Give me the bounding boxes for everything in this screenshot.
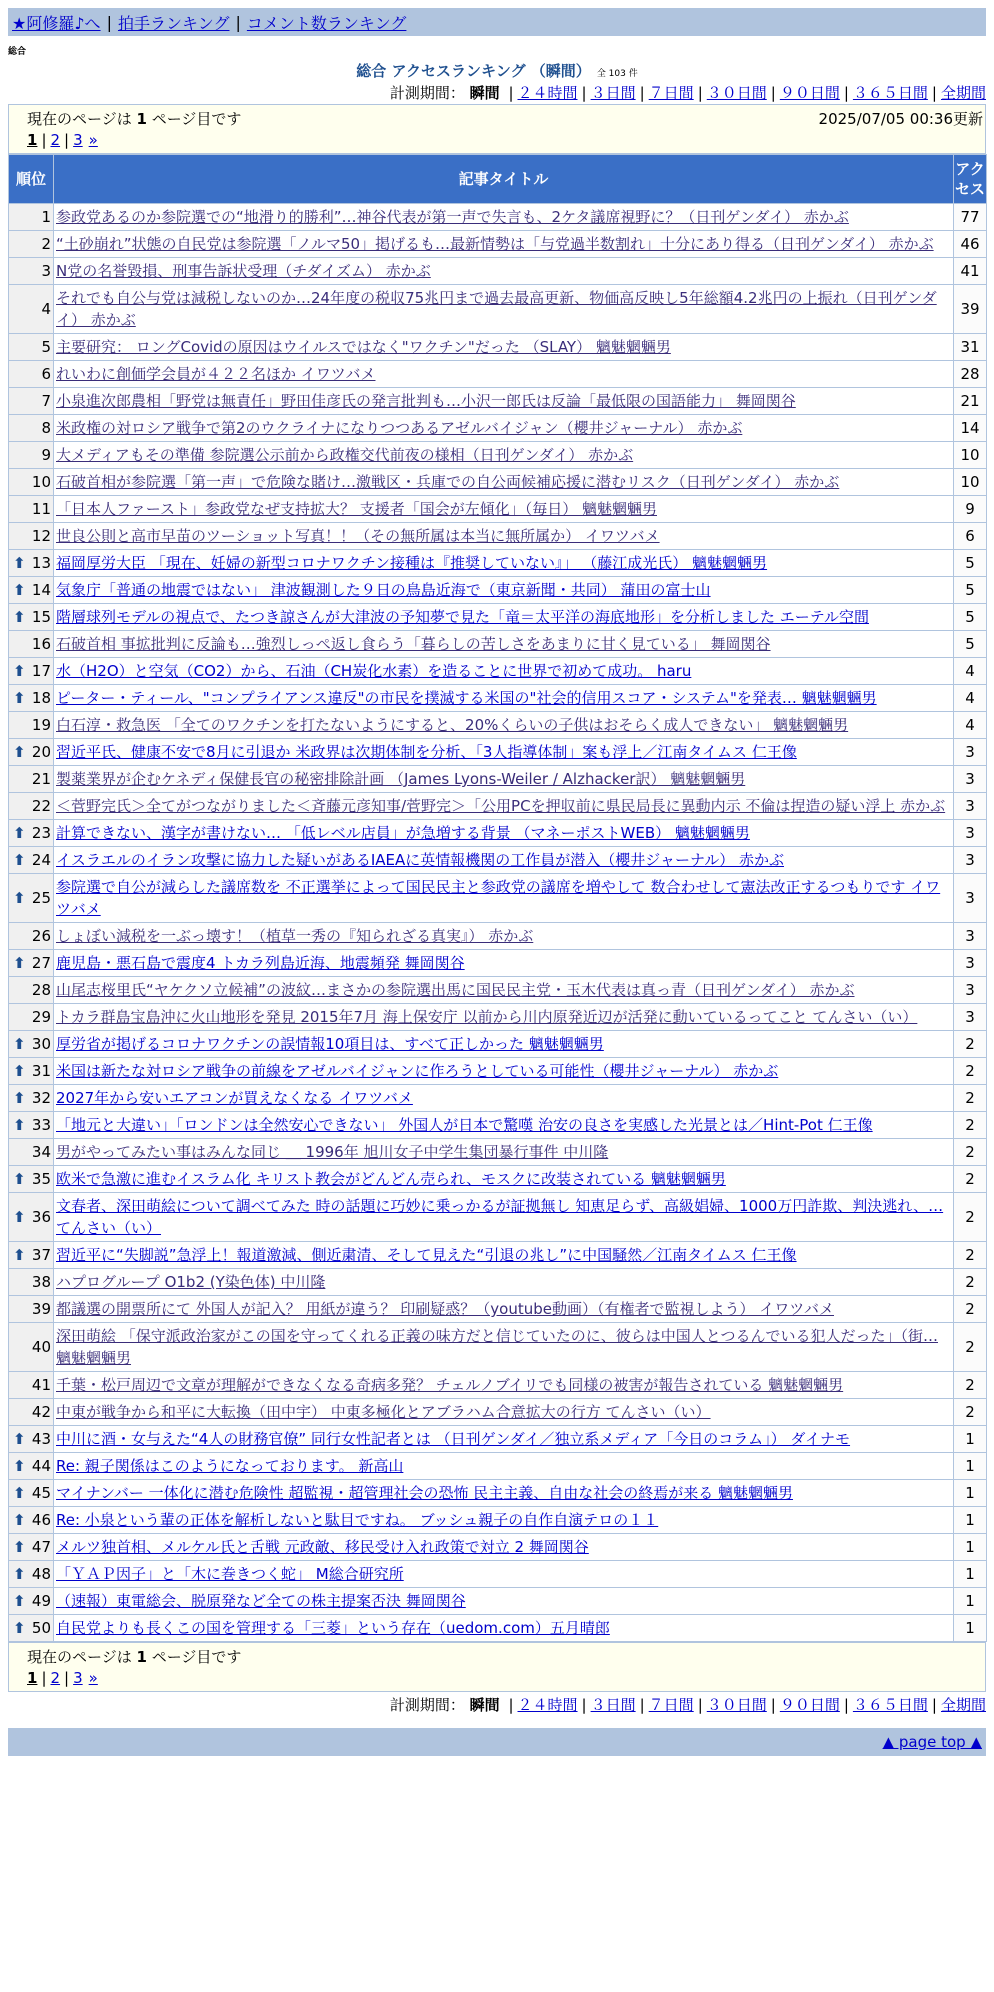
pager-next-link[interactable]: » — [88, 1669, 98, 1687]
rank-number: 50 — [31, 1619, 51, 1637]
rank-number: 3 — [41, 262, 51, 280]
rank-number: 26 — [31, 927, 51, 945]
rank-number: 2 — [41, 235, 51, 253]
page-info-box-bottom — [8, 1642, 986, 1692]
access-count: 5 — [954, 631, 987, 658]
table-row — [9, 712, 987, 739]
article-title-link[interactable]: 気象庁「普通の地震ではない」 津波観測した９日の鳥島近海で（東京新聞・共同） 蒲田の富士山 — [56, 581, 711, 599]
table-header-row — [9, 155, 987, 204]
ranking-table — [8, 154, 987, 1642]
pager-separator: | — [41, 1669, 47, 1687]
article-title-link[interactable]: トカラ群島宝島沖に火山地形を発見 2015年7月 海上保安庁 以前から川内原発近辺が活発に動いているってこと てんさい（い） — [56, 1008, 918, 1026]
table-row — [9, 496, 987, 523]
access-count: 2 — [954, 1058, 987, 1085]
table-row — [9, 820, 987, 847]
access-count: 2 — [954, 1323, 987, 1372]
rank-number: 49 — [31, 1592, 51, 1610]
article-title-link[interactable]: 参院選で自公が減らした議席数を 不正選挙によって国民民主と参政党の議席を増やして 数合わせして憲法改正するつもりです イワツバメ — [56, 878, 941, 918]
rank-number: 27 — [31, 954, 51, 972]
article-title-link[interactable]: 石破首相が参院選「第一声」で危険な賭け…激戦区・兵庫での自公両候補応援に潜むリスク（日刊ゲンダイ） 赤かぶ — [56, 473, 840, 491]
table-row — [9, 950, 987, 977]
period-label: 計測期間： — [389, 1696, 465, 1714]
up-arrow-icon: ⬆ — [13, 1430, 26, 1448]
article-title-link[interactable]: 製薬業界が企むケネディ保健長官の秘密排除計画 （James Lyons-Weiler / Alzhacker訳） 魑魅魍魎男 — [56, 770, 746, 788]
top-nav-bar — [8, 8, 986, 36]
access-count: 3 — [954, 977, 987, 1004]
access-count: 3 — [954, 739, 987, 766]
rank-number: 48 — [31, 1565, 51, 1583]
rank-number: 31 — [31, 1062, 51, 1080]
article-title-link[interactable]: イスラエルのイラン攻撃に協力した疑いがあるIAEAに英情報機関の工作員が潜入（櫻井ジャーナル） 赤かぶ — [56, 851, 784, 869]
access-count: 2 — [954, 1296, 987, 1323]
table-row — [9, 604, 987, 631]
access-count: 5 — [954, 577, 987, 604]
access-count: 4 — [954, 685, 987, 712]
pager-link[interactable]: 3 — [73, 1669, 83, 1687]
up-arrow-icon: ⬆ — [13, 1511, 26, 1529]
access-count: 1 — [954, 1534, 987, 1561]
article-title-link[interactable]: 「地元と大違い」「ロンドンは全然安心できない」 外国人が日本で驚嘆 治安の良さを実感した光景とは／Hint-Pot 仁王像 — [56, 1116, 873, 1134]
table-row — [9, 793, 987, 820]
table-row — [9, 1561, 987, 1588]
access-count: 4 — [954, 712, 987, 739]
up-arrow-icon: ⬆ — [13, 1062, 26, 1080]
header-access: アクセス — [954, 155, 987, 204]
period-selector-bottom — [8, 1694, 986, 1716]
access-count: 2 — [954, 1193, 987, 1242]
access-count: 1 — [954, 1615, 987, 1642]
article-title-link[interactable]: 男がやってみたい事はみんな同じ ＿ 1996年 旭川女子中学生集団暴行事件 中川隆 — [56, 1143, 609, 1161]
access-count: 1 — [954, 1507, 987, 1534]
page-info: 現在のページは 1 ページ目です — [27, 1647, 242, 1666]
table-row — [9, 1480, 987, 1507]
access-count: 41 — [954, 258, 987, 285]
period-link[interactable]: ３日間 — [590, 1696, 636, 1714]
page-top-link[interactable]: ▲ page top ▲ — [882, 1733, 982, 1751]
table-row — [9, 231, 987, 258]
nav-separator: | — [235, 12, 241, 32]
table-row — [9, 1453, 987, 1480]
access-count: 1 — [954, 1561, 987, 1588]
rank-number: 6 — [41, 365, 51, 383]
pager-top — [27, 129, 985, 151]
table-row — [9, 658, 987, 685]
article-title-link[interactable]: ピーター・ティール、"コンプライアンス違反"の市民を撲滅する米国の"社会的信用スコア・システム"を発表… 魑魅魍魎男 — [56, 689, 877, 707]
article-title-link[interactable]: 「ＹＡＰ因子」と「木に巻きつく蛇」 M総合研究所 — [56, 1565, 404, 1583]
table-row — [9, 631, 987, 658]
article-title-link[interactable]: （速報）東電総会、脱原発など全ての株主提案否決 舞岡関谷 — [56, 1592, 466, 1610]
access-count: 2 — [954, 1399, 987, 1426]
rank-number: 20 — [31, 743, 51, 761]
rank-number: 25 — [31, 889, 51, 907]
up-arrow-icon: ⬆ — [13, 554, 26, 572]
updated-time: 2025/07/05 00:36更新 — [818, 109, 983, 128]
rank-number: 18 — [31, 689, 51, 707]
article-title-link[interactable]: ハプログループ O1b2 (Y染色体) 中川隆 — [56, 1273, 326, 1291]
table-row — [9, 1534, 987, 1561]
table-row — [9, 1323, 987, 1372]
period-separator: | — [697, 84, 703, 102]
access-count: 2 — [954, 1139, 987, 1166]
access-count: 6 — [954, 523, 987, 550]
table-row — [9, 334, 987, 361]
header-rank: 順位 — [9, 155, 54, 204]
article-title-link[interactable]: 米政権の対ロシア戦争で第2のウクライナになりつつあるアゼルバイジャン（櫻井ジャーナル） 赤かぶ — [56, 419, 743, 437]
pager-separator: | — [41, 131, 47, 149]
access-count: 1 — [954, 1426, 987, 1453]
table-row — [9, 1058, 987, 1085]
access-count: 3 — [954, 793, 987, 820]
rank-number: 33 — [31, 1116, 51, 1134]
table-row — [9, 685, 987, 712]
rank-number: 40 — [31, 1338, 51, 1356]
period-link[interactable]: ３０日間 — [706, 84, 767, 102]
up-arrow-icon: ⬆ — [13, 1170, 26, 1188]
period-separator: | — [639, 84, 645, 102]
period-link[interactable]: ７日間 — [648, 84, 694, 102]
page-info: 現在のページは 1 ページ目です — [27, 109, 242, 128]
up-arrow-icon: ⬆ — [13, 689, 26, 707]
table-row — [9, 1242, 987, 1269]
access-count: 1 — [954, 1588, 987, 1615]
table-row — [9, 1166, 987, 1193]
up-arrow-icon: ⬆ — [13, 1619, 26, 1637]
rank-number: 47 — [31, 1538, 51, 1556]
article-title-link[interactable]: 文春者、深田萌絵について調べてみた 時の話題に巧妙に乗っかるが証拠無し 知恵足らず、高級娼婦、1000万円詐欺、判決逃れ、… てんさい（い） — [56, 1197, 944, 1237]
rank-number: 16 — [31, 635, 51, 653]
up-arrow-icon: ⬆ — [13, 1035, 26, 1053]
pager-bottom — [27, 1667, 985, 1689]
article-title-link[interactable]: 水（H2O）と空気（CO2）から、石油（CH炭化水素）を造ることに世界で初めて成功。 haru — [56, 662, 692, 680]
rank-number: 22 — [31, 797, 51, 815]
article-title-link[interactable]: 白石淳・救急医 「全てのワクチンを打たないようにすると、20%くらいの子供はおそらく成人できない」 魑魅魍魎男 — [56, 716, 849, 734]
access-count: 14 — [954, 415, 987, 442]
rank-number: 11 — [31, 500, 51, 518]
period-link[interactable]: ９０日間 — [779, 84, 840, 102]
rank-number: 28 — [31, 981, 51, 999]
access-count: 5 — [954, 604, 987, 631]
period-link[interactable]: ３０日間 — [706, 1696, 767, 1714]
table-row — [9, 1426, 987, 1453]
period-link[interactable]: ３６５日間 — [852, 84, 928, 102]
table-row — [9, 285, 987, 334]
access-count: 10 — [954, 469, 987, 496]
up-arrow-icon: ⬆ — [13, 1246, 26, 1264]
rank-number: 8 — [41, 419, 51, 437]
pager-link[interactable]: 3 — [73, 131, 83, 149]
access-count: 31 — [954, 334, 987, 361]
up-arrow-icon: ⬆ — [13, 1565, 26, 1583]
access-count: 5 — [954, 550, 987, 577]
article-title-link[interactable]: 小泉進次郎農相「野党は無責任」野田佳彦氏の発言批判も…小沢一郎氏は反論「最低限の国語能力」 舞岡関谷 — [56, 392, 796, 410]
rank-number: 38 — [31, 1273, 51, 1291]
pager-separator: | — [64, 131, 70, 149]
comment-ranking-link[interactable]: コメント数ランキング — [246, 13, 407, 33]
access-count: 3 — [954, 1004, 987, 1031]
table-row — [9, 388, 987, 415]
rank-number: 17 — [31, 662, 51, 680]
rank-number: 1 — [41, 208, 51, 226]
article-title-link[interactable]: マイナンバー 一体化に潜む危険性 超監視・超管理社会の恐怖 民主主義、自由な社会の終焉が来る 魑魅魍魎男 — [56, 1484, 793, 1502]
access-count: 3 — [954, 874, 987, 923]
period-link[interactable]: ３日間 — [590, 84, 636, 102]
article-title-link[interactable]: 中東が戦争から和平に大転換（田中宇） 中東多極化とアブラハム合意拡大の行方 てんさい（い） — [56, 1403, 711, 1421]
table-row — [9, 1085, 987, 1112]
table-row — [9, 1588, 987, 1615]
ranking-title: 総合 アクセスランキング （瞬間） — [356, 62, 591, 80]
period-separator: | — [581, 84, 587, 102]
article-title-link[interactable]: 主要研究： ロングCovidの原因はウイルスではなく"ワクチン"だった （SLAY） 魑魅魍魎男 — [56, 338, 671, 356]
rank-number: 42 — [31, 1403, 51, 1421]
access-count: 3 — [954, 950, 987, 977]
article-title-link[interactable]: “土砂崩れ”状態の自民党は参院選「ノルマ50」掲げるも…最新情勢は「与党過半数割れ」十分にあり得る（日刊ゲンダイ） 赤かぶ — [56, 235, 934, 253]
page-info-box-top — [8, 104, 986, 154]
applause-ranking-link[interactable]: 拍手ランキング — [117, 13, 230, 33]
access-count: 21 — [954, 388, 987, 415]
period-link[interactable]: ７日間 — [648, 1696, 694, 1714]
rank-number: 45 — [31, 1484, 51, 1502]
rank-number: 37 — [31, 1246, 51, 1264]
access-count: 3 — [954, 923, 987, 950]
article-title-link[interactable]: 鹿児島・悪石島で震度4 トカラ列島近海、地震頻発 舞岡関谷 — [56, 954, 465, 972]
table-row — [9, 874, 987, 923]
article-title-link[interactable]: 山尾志桜里氏“ヤケクソ立候補”の波紋…まさかの参院選出馬に国民民主党・玉木代表は真っ青（日刊ゲンダイ） 赤かぶ — [56, 981, 855, 999]
article-title-link[interactable]: 深田萌絵 「保守派政治家がこの国を守ってくれる正義の味方だと信じていたのに、彼らは中国人とつるんでいる犯人だった」（街… 魑魅魍魎男 — [56, 1327, 938, 1367]
period-separator: | — [508, 1696, 514, 1714]
article-title-link[interactable]: 階層球列モデルの視点で、たつき諒さんが大津波の予知夢で見た「竜＝太平洋の海底地形」を分析しました エーテル空間 — [56, 608, 869, 626]
access-count: 2 — [954, 1166, 987, 1193]
table-row — [9, 1112, 987, 1139]
access-count: 3 — [954, 847, 987, 874]
article-title-link[interactable]: 都議選の開票所にて 外国人が記入？ 用紙が違う？ 印刷疑惑？（youtube動画）（有権者で監視しよう） イワツバメ — [56, 1300, 834, 1318]
table-row — [9, 1372, 987, 1399]
pager-next-link[interactable]: » — [88, 131, 98, 149]
table-row — [9, 1139, 987, 1166]
period-selector-top — [8, 82, 986, 104]
access-count: 2 — [954, 1085, 987, 1112]
up-arrow-icon: ⬆ — [13, 581, 26, 599]
pager-link[interactable]: 2 — [50, 1669, 61, 1687]
period-link[interactable]: 全期間 — [940, 84, 986, 102]
rank-number: 43 — [31, 1430, 51, 1448]
access-count: 4 — [954, 658, 987, 685]
period-separator: | — [639, 1696, 645, 1714]
article-title-link[interactable]: 習近平氏、健康不安で8月に引退か 米政界は次期体制を分析、「3人指導体制」案も浮上／江南タイムス 仁王像 — [56, 743, 797, 761]
article-title-link[interactable]: Re: 親子関係はこのようになっております。 新高山 — [56, 1457, 404, 1475]
period-link[interactable]: ３６５日間 — [852, 1696, 928, 1714]
pager-current: 1 — [27, 1669, 38, 1687]
access-count: 9 — [954, 496, 987, 523]
bottom-bar — [8, 1728, 986, 1756]
table-row — [9, 442, 987, 469]
pager-separator: | — [64, 1669, 70, 1687]
total-count: 全 103 件 — [596, 69, 638, 79]
table-row — [9, 415, 987, 442]
rank-number: 4 — [41, 300, 51, 318]
access-count: 3 — [954, 820, 987, 847]
rank-number: 36 — [31, 1208, 51, 1226]
access-count: 10 — [954, 442, 987, 469]
period-separator: | — [770, 1696, 776, 1714]
table-row — [9, 523, 987, 550]
period-separator: | — [843, 1696, 849, 1714]
up-arrow-icon: ⬆ — [13, 824, 26, 842]
rank-number: 14 — [31, 581, 51, 599]
table-row — [9, 469, 987, 496]
pager-link[interactable]: 2 — [50, 131, 61, 149]
access-count: 1 — [954, 1480, 987, 1507]
up-arrow-icon: ⬆ — [13, 851, 26, 869]
table-row — [9, 1615, 987, 1642]
category-label: 総合 — [8, 47, 27, 57]
up-arrow-icon: ⬆ — [13, 743, 26, 761]
article-title-link[interactable]: 大メディアもその準備 参院選公示前から政権交代前夜の様相（日刊ゲンダイ） 赤かぶ — [56, 446, 634, 464]
up-arrow-icon: ⬆ — [13, 1116, 26, 1134]
up-arrow-icon: ⬆ — [13, 1457, 26, 1475]
period-separator: | — [931, 84, 937, 102]
period-link[interactable]: 全期間 — [940, 1696, 986, 1714]
article-title-link[interactable]: 2027年から安いエアコンが買えなくなる イワツバメ — [56, 1089, 413, 1107]
rank-number: 35 — [31, 1170, 51, 1188]
table-row — [9, 1031, 987, 1058]
article-title-link[interactable]: 千葉・松戸周辺で文章が理解ができなくなる奇病多発？ チェルノブイリでも同様の被害が報告されている 魑魅魍魎男 — [56, 1376, 844, 1394]
table-row — [9, 977, 987, 1004]
rank-number: 29 — [31, 1008, 51, 1026]
article-title-link[interactable]: ＜菅野完氏＞全てがつながりました＜斉藤元彦知事/菅野完＞「公用PCを押収前に県民局長に異動内示 不倫は捏造の疑い浮上 赤かぶ — [56, 797, 946, 815]
rank-number: 44 — [31, 1457, 51, 1475]
table-row — [9, 847, 987, 874]
article-title-link[interactable]: 自民党よりも長くこの国を管理する「三菱」という存在（uedom.com）五月晴郎 — [56, 1619, 610, 1637]
table-row — [9, 1296, 987, 1323]
access-count: 77 — [954, 204, 987, 231]
table-row — [9, 550, 987, 577]
rank-number: 5 — [41, 338, 51, 356]
up-arrow-icon: ⬆ — [13, 608, 26, 626]
nav-separator: | — [106, 12, 112, 32]
table-row — [9, 204, 987, 231]
rank-number: 21 — [31, 770, 51, 788]
home-link[interactable]: ★阿修羅♪へ — [12, 13, 101, 33]
article-title-link[interactable]: 石破首相 事拡批判に反論も…強烈しっぺ返し食らう「暮らしの苦しさをあまりに甘く見ている」 舞岡関谷 — [56, 635, 771, 653]
rank-number: 19 — [31, 716, 51, 734]
rank-number: 41 — [31, 1376, 51, 1394]
period-link[interactable]: ２４時間 — [517, 84, 578, 102]
article-title-link[interactable]: しょぼい減税を一ぶっ壊す！（植草一秀の『知られざる真実』） 赤かぶ — [56, 927, 534, 945]
rank-number: 24 — [31, 851, 51, 869]
period-separator: | — [697, 1696, 703, 1714]
rank-number: 39 — [31, 1300, 51, 1318]
table-row — [9, 1399, 987, 1426]
access-count: 2 — [954, 1242, 987, 1269]
access-count: 28 — [954, 361, 987, 388]
rank-number: 13 — [31, 554, 51, 572]
table-row — [9, 1269, 987, 1296]
article-title-link[interactable]: 厚労省が掲げるコロナワクチンの誤情報10項目は、すべて正しかった 魑魅魍魎男 — [56, 1035, 604, 1053]
article-title-link[interactable]: N党の名誉毀損、刑事告訴状受理（チダイズム） 赤かぶ — [56, 262, 431, 280]
access-count: 2 — [954, 1112, 987, 1139]
article-title-link[interactable]: 参政党あるのか参院選での“地滑り的勝利”…神谷代表が第一声で失言も、2ケタ議席視野に？（日刊ゲンダイ） 赤かぶ — [56, 208, 849, 226]
article-title-link[interactable]: 世良公則と高市早苗のツーショット写真！！（その無所属は本当に無所属か） イワツバメ — [56, 527, 660, 545]
table-row — [9, 766, 987, 793]
rank-number: 30 — [31, 1035, 51, 1053]
rank-number: 46 — [31, 1511, 51, 1529]
rank-number: 7 — [41, 392, 51, 410]
access-count: 46 — [954, 231, 987, 258]
table-row — [9, 258, 987, 285]
table-row — [9, 739, 987, 766]
period-current: 瞬間 — [469, 84, 500, 102]
rank-number: 32 — [31, 1089, 51, 1107]
article-title-link[interactable]: れいわに創価学会員が４２２名ほか イワツバメ — [56, 365, 376, 383]
pager-current: 1 — [27, 131, 38, 149]
period-link[interactable]: ２４時間 — [517, 1696, 578, 1714]
up-arrow-icon: ⬆ — [13, 1089, 26, 1107]
table-row — [9, 1004, 987, 1031]
up-arrow-icon: ⬆ — [13, 662, 26, 680]
access-count: 3 — [954, 766, 987, 793]
period-separator: | — [581, 1696, 587, 1714]
period-label: 計測期間： — [389, 84, 465, 102]
header-title: 記事タイトル — [54, 155, 954, 204]
up-arrow-icon: ⬆ — [13, 1538, 26, 1556]
access-count: 2 — [954, 1372, 987, 1399]
rank-number: 23 — [31, 824, 51, 842]
article-title-link[interactable]: 中川に酒・女与えた“4人の財務官僚” 同行女性記者とは （日刊ゲンダイ／独立系メディア「今日のコラム」） ダイナモ — [56, 1430, 851, 1448]
up-arrow-icon: ⬆ — [13, 1208, 26, 1226]
up-arrow-icon: ⬆ — [13, 1484, 26, 1502]
table-row — [9, 361, 987, 388]
article-title-link[interactable]: 福岡厚労大臣 「現在、妊婦の新型コロナワクチン接種は『推奨していない』」 （藤江成光氏） 魑魅魍魎男 — [56, 554, 768, 572]
period-separator: | — [931, 1696, 937, 1714]
article-title-link[interactable]: メルツ独首相、メルケル氏と舌戦 元政敵、移民受け入れ政策で対立 2 舞岡関谷 — [56, 1538, 589, 1556]
rank-number: 12 — [31, 527, 51, 545]
access-count: 39 — [954, 285, 987, 334]
period-separator: | — [843, 84, 849, 102]
article-title-link[interactable]: 「日本人ファースト」参政党なぜ支持拡大？ 支援者「国会が左傾化」（毎日） 魑魅魍魎男 — [56, 500, 657, 518]
up-arrow-icon: ⬆ — [13, 889, 26, 907]
period-separator: | — [508, 84, 514, 102]
up-arrow-icon: ⬆ — [13, 954, 26, 972]
article-title-link[interactable]: Re: 小泉という輩の正体を解析しないと駄目ですね。 ブッシュ親子の自作自演テロの１１ — [56, 1511, 659, 1529]
period-link[interactable]: ９０日間 — [779, 1696, 840, 1714]
period-separator: | — [770, 84, 776, 102]
table-row — [9, 1507, 987, 1534]
table-row — [9, 577, 987, 604]
ranking-title-row — [8, 60, 986, 82]
up-arrow-icon: ⬆ — [13, 1592, 26, 1610]
rank-number: 34 — [31, 1143, 51, 1161]
rank-number: 9 — [41, 446, 51, 464]
rank-number: 10 — [31, 473, 51, 491]
period-current: 瞬間 — [469, 1696, 500, 1714]
article-title-link[interactable]: それでも自公与党は減税しないのか…24年度の税収75兆円まで過去最高更新、物価高反映し5年総額4.2兆円の上振れ（日刊ゲンダイ） 赤かぶ — [56, 289, 937, 329]
table-row — [9, 1193, 987, 1242]
access-count: 1 — [954, 1453, 987, 1480]
article-title-link[interactable]: 計算できない、漢字が書けない… 「低レベル店員」が急増する背景 （マネーポストWEB） 魑魅魍魎男 — [56, 824, 750, 842]
article-title-link[interactable]: 米国は新たな対ロシア戦争の前線をアゼルバイジャンに作ろうとしている可能性（櫻井ジャーナル） 赤かぶ — [56, 1062, 779, 1080]
access-count: 2 — [954, 1031, 987, 1058]
access-count: 2 — [954, 1269, 987, 1296]
article-title-link[interactable]: 欧米で急激に進むイスラム化 キリスト教会がどんどん売られ、モスクに改装されている 魑魅魍魎男 — [56, 1170, 726, 1188]
table-row — [9, 923, 987, 950]
article-title-link[interactable]: 習近平に“失脚説”急浮上！報道激減、側近粛清、そして見えた“引退の兆し”に中国騒然／江南タイムス 仁王像 — [56, 1246, 797, 1264]
rank-number: 15 — [31, 608, 51, 626]
